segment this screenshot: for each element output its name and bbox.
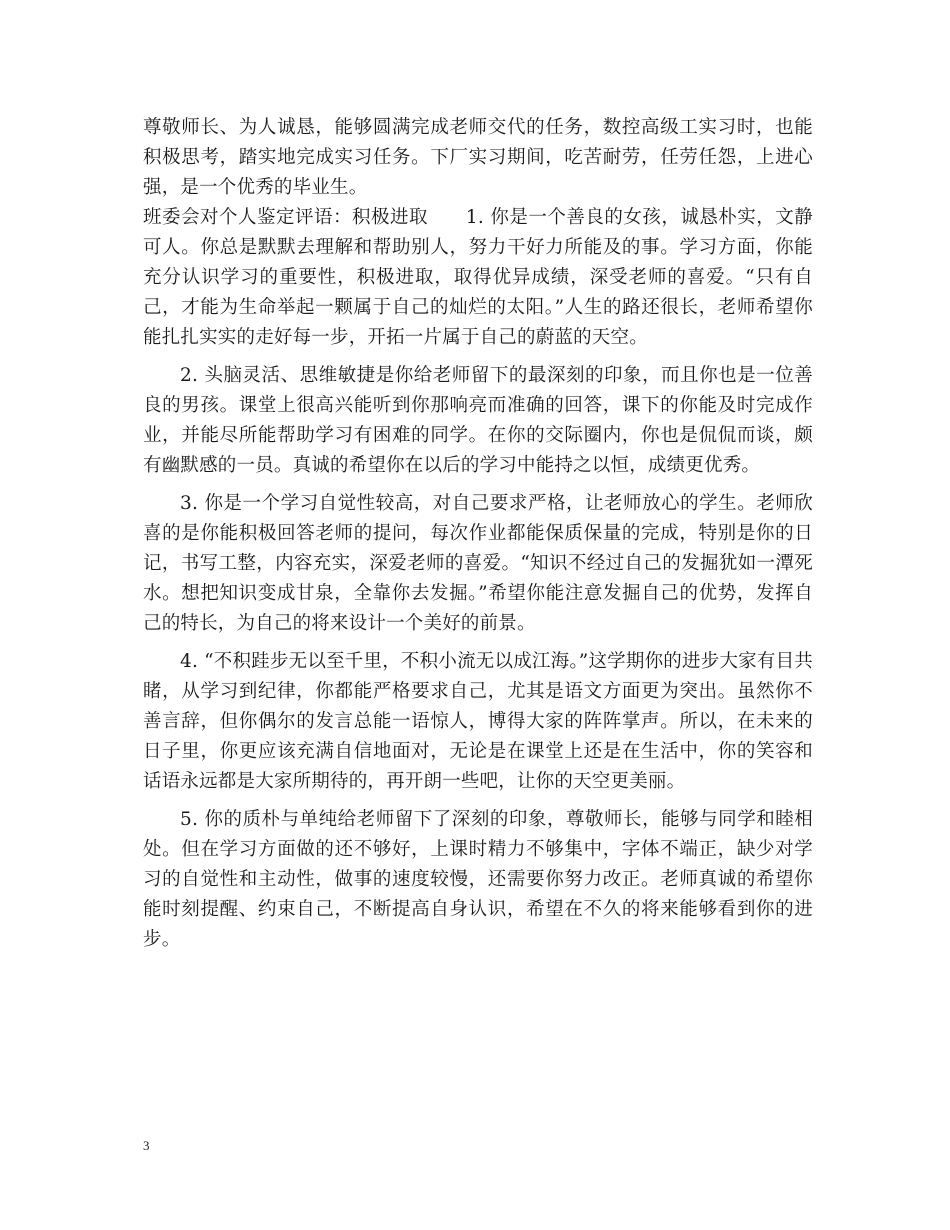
document-body — [143, 113, 813, 955]
paragraph-committee-evaluation: 班委会对个人鉴定评语：积极进取 1. 你是一个善良的女孩，诚恳朴实，文静可人。你总是默默去理解和帮助别人，努力干好力所能及的事。学习方面，你能充分认识学习的重要性，积极进取，取得优异成绩，深受老师的喜爱。“只有自己，才能为生命举起一颗属于自己的灿烂的太阳。”人生的路还很长，老师希望你能扎扎实实的走好每一步，开拓一片属于自己的蔚蓝的天空。 — [143, 207, 813, 348]
page-number: 3 — [143, 1138, 150, 1153]
paragraph-item-2: 2. 头脑灵活、思维敏捷是你给老师留下的最深刻的印象，而且你也是一位善良的男孩。课堂上很高兴能听到你那响亮而准确的回答，课下的你能及时完成作业，并能尽所能帮助学习有困难的同学。在你的交际圈内，你也是侃侃而谈，颇有幽默感的一员。真诚的希望你在以后的学习中能持之以恒，成绩更优秀。 — [143, 365, 813, 476]
paragraph-item-3: 3. 你是一个学习自觉性较高，对自己要求严格，让老师放心的学生。老师欣喜的是你能积极回答老师的提问，每次作业都能保质保量的完成，特别是你的日记，书写工整，内容充实，深爱老师的喜爱。“知识不经过自己的发掘犹如一潭死水。想把知识变成甘泉，全靠你去发掘。”希望你能注意发掘自己的优势，发挥自己的特长，为自己的将来设计一个美好的前景。 — [143, 493, 813, 634]
paragraph-continued: 尊敬师长、为人诚恳，能够圆满完成老师交代的任务，数控高级工实习时，也能积极思考，踏实地完成实习任务。下厂实习期间，吃苦耐劳，任劳任怨，上进心强，是一个优秀的毕业生。 — [143, 117, 813, 198]
paragraph-item-5: 5. 你的质朴与单纯给老师留下了深刻的印象，尊敬师长，能够与同学和睦相处。但在学习方面做的还不够好，上课时精力不够集中，字体不端正，缺少对学习的自觉性和主动性，做事的速度较慢，还需要你努力改正。老师真诚的希望你能时刻提醒、约束自己，不断提高自身认识，希望在不久的将来能够看到你的进步。 — [143, 809, 813, 950]
paragraph-item-4: 4. “不积跬步无以至千里，不积小流无以成江海。”这学期你的进步大家有目共睹，从学习到纪律，你都能严格要求自己，尤其是语文方面更为突出。虽然你不善言辞，但你偶尔的发言总能一语惊人，博得大家的阵阵掌声。所以，在未来的日子里，你更应该充满自信地面对，无论是在课堂上还是在生活中，你的笑容和话语永远都是大家所期待的，再开朗一些吧，让你的天空更美丽。 — [143, 651, 813, 792]
